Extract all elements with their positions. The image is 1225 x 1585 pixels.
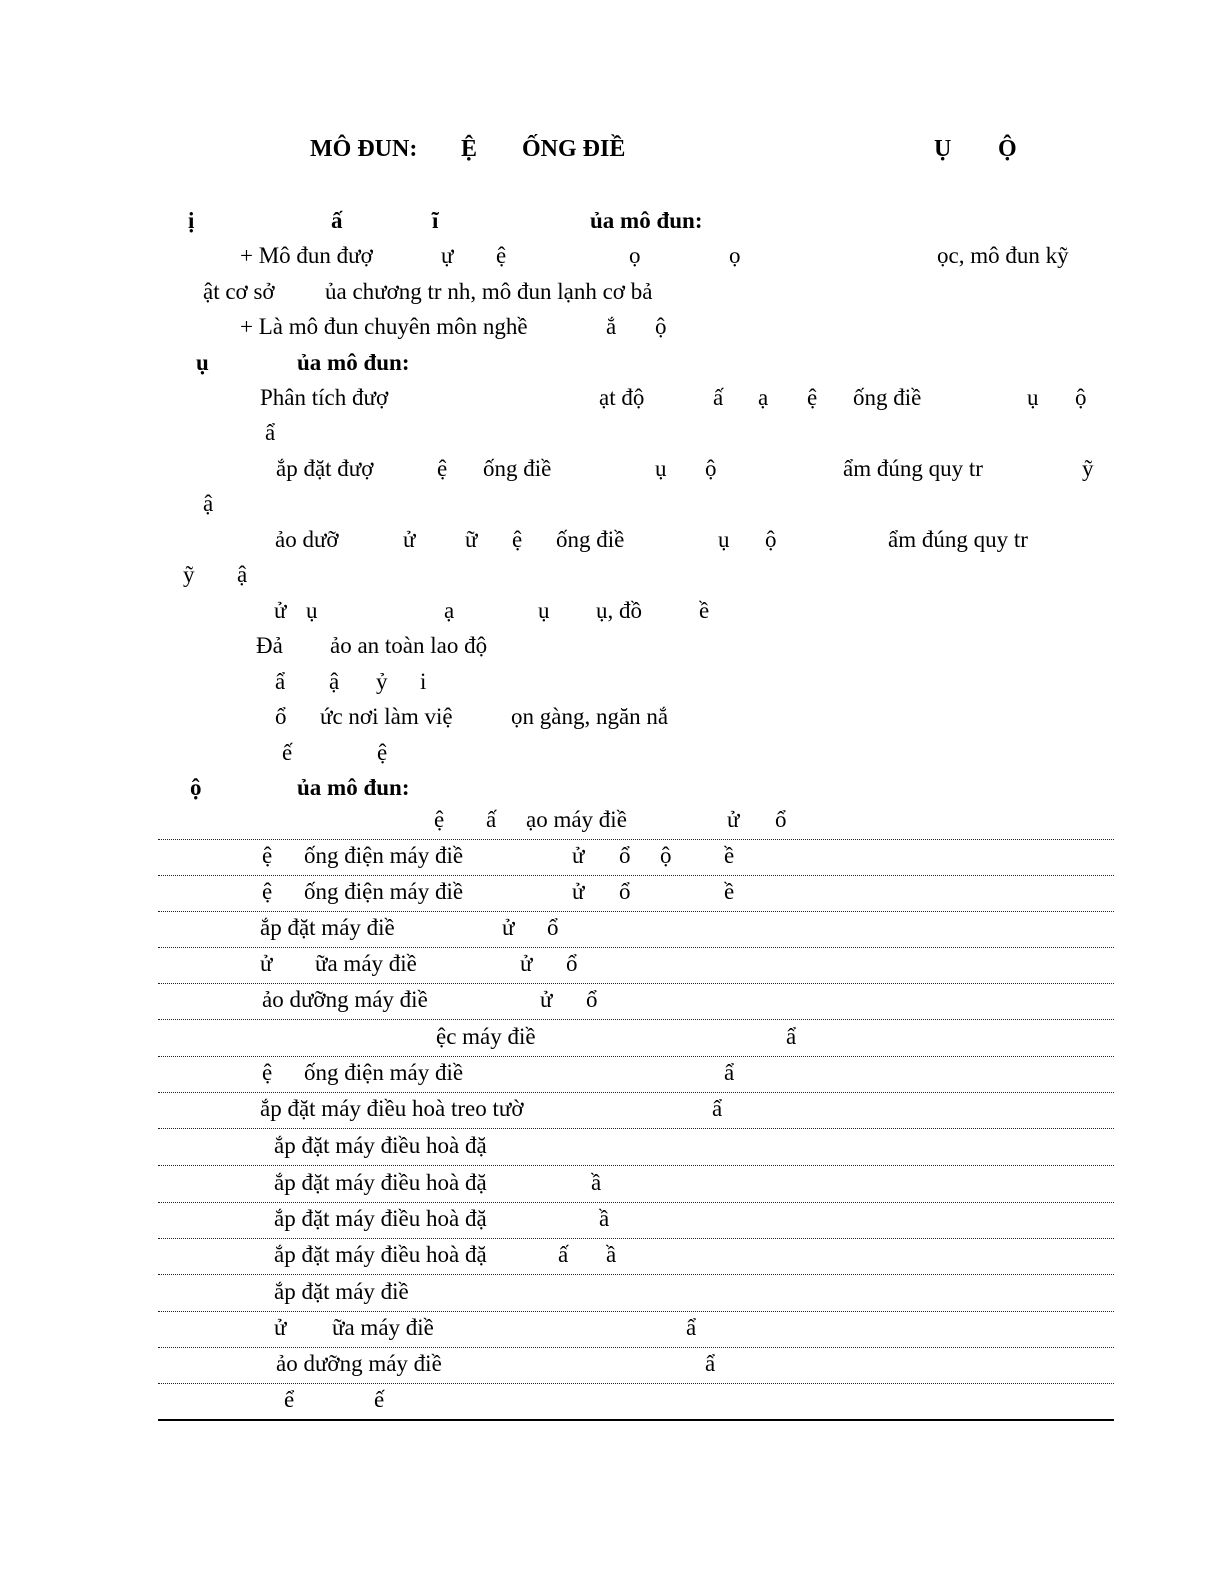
text-fragment: ọ — [629, 243, 641, 268]
row-text: ầ — [606, 1242, 617, 1267]
row-text: ữa máy điề — [315, 951, 417, 976]
row-text: ẩ — [786, 1024, 797, 1049]
table-row — [158, 911, 1114, 948]
row-text: ệ — [434, 807, 445, 832]
row-text: ử — [727, 807, 740, 832]
row-text: ổ — [775, 807, 787, 832]
section-heading: ủa mô đun: — [590, 208, 703, 233]
section-heading: ộ — [190, 775, 202, 800]
text-fragment: ẩm đúng quy tr — [843, 456, 983, 481]
row-text: ử — [502, 915, 515, 940]
row-text: ử — [572, 879, 585, 904]
table-row — [158, 1092, 1114, 1129]
text-fragment: ụ — [655, 456, 667, 481]
row-text: ống điện máy điề — [304, 879, 464, 904]
row-text: ắp đặt máy điều hoà đặ — [274, 1133, 487, 1158]
text-fragment: ụ — [306, 598, 318, 623]
text-fragment: ọn gàng, ngăn nắ — [511, 704, 669, 729]
row-text: ống điện máy điề — [304, 843, 464, 868]
title-part: Ệ — [461, 136, 478, 162]
section-heading: ụ — [196, 350, 209, 375]
text-fragment: Đả — [256, 633, 283, 658]
text-fragment: ỹ — [1082, 456, 1094, 481]
text-fragment: ệ — [437, 456, 448, 481]
table-row — [158, 947, 1114, 984]
text-fragment: ự — [441, 243, 454, 268]
text-fragment: ậ — [329, 669, 340, 694]
text-fragment: ậ — [237, 562, 248, 587]
text-fragment: ề — [699, 598, 710, 623]
row-text: ổ — [619, 879, 631, 904]
row-text: ổ — [566, 951, 578, 976]
text-fragment: ạt độ — [599, 385, 645, 410]
row-text: ề — [724, 843, 735, 868]
table-row — [158, 1202, 1114, 1239]
row-text: ấ — [486, 807, 497, 832]
text-fragment: ống điề — [483, 456, 552, 481]
row-text: ế — [374, 1387, 385, 1412]
table-row — [158, 1311, 1114, 1348]
row-text: ệ — [262, 879, 273, 904]
row-text: ể — [284, 1387, 295, 1412]
text-fragment: ử — [403, 527, 416, 552]
row-text: ầ — [591, 1170, 602, 1195]
row-text: ử — [260, 951, 273, 976]
text-fragment: ộ — [655, 314, 667, 339]
row-text: ắp đặt máy điều hoà đặ — [274, 1242, 487, 1267]
title-part: ỐNG ĐIỀ — [522, 136, 626, 162]
text-fragment: ẩm đúng quy tr — [888, 527, 1028, 552]
row-text: ệ — [262, 843, 273, 868]
text-fragment: ức nơi làm việ — [320, 704, 453, 729]
row-text: ề — [724, 879, 735, 904]
row-text: ắp đặt máy điề — [260, 915, 395, 940]
table-row — [158, 1238, 1114, 1275]
table-row — [158, 1129, 1114, 1166]
title-part: Ộ — [998, 136, 1017, 162]
text-fragment: ậ — [203, 491, 214, 516]
row-text: ử — [572, 843, 585, 868]
text-fragment: ử — [274, 598, 287, 623]
row-text: ắp đặt máy điề — [274, 1279, 409, 1304]
row-text: ảo dưỡng máy điề — [276, 1351, 442, 1376]
text-fragment: ỹ — [183, 562, 195, 587]
text-fragment: ạ — [758, 385, 769, 410]
row-text: ổ — [586, 987, 598, 1012]
text-fragment: ảo an toàn lao độ — [330, 633, 488, 658]
table-row — [158, 839, 1114, 876]
text-fragment: + Là mô đun chuyên môn nghề — [240, 314, 528, 339]
title-part: MÔ ĐUN: — [310, 136, 418, 162]
table-row — [158, 1166, 1114, 1203]
text-fragment: ọ — [729, 243, 741, 268]
section-heading: ấ — [331, 208, 343, 233]
text-fragment: ắ — [606, 314, 617, 339]
row-text: ẩ — [712, 1096, 723, 1121]
row-text: ữa máy điề — [332, 1315, 434, 1340]
text-fragment: ữ — [465, 527, 478, 552]
table-row — [158, 983, 1114, 1020]
text-fragment: ụ — [1027, 385, 1039, 410]
text-fragment: ụ, đồ — [596, 598, 642, 623]
row-text: ổ — [547, 915, 559, 940]
text-fragment: ụ — [718, 527, 730, 552]
section-heading: ĩ — [432, 208, 439, 233]
text-fragment: i — [420, 669, 427, 694]
text-fragment: ổ — [275, 704, 287, 729]
table-row — [158, 1347, 1114, 1384]
text-fragment: ẩ — [265, 420, 276, 445]
table-row — [158, 803, 1114, 840]
row-text: ẩ — [686, 1315, 697, 1340]
text-fragment: ệ — [512, 527, 523, 552]
title-part: Ụ — [934, 136, 952, 162]
text-fragment: ộ — [705, 456, 717, 481]
text-fragment: Phân tích đượ — [260, 385, 389, 410]
row-text: ệ — [262, 1060, 273, 1085]
text-fragment: ắp đặt đượ — [276, 456, 374, 481]
text-fragment: ạ — [444, 598, 455, 623]
text-fragment: ộ — [1075, 385, 1087, 410]
row-text: ắp đặt máy điều hoà đặ — [274, 1206, 487, 1231]
text-fragment: ọc, mô đun kỹ — [937, 243, 1069, 268]
table-row — [158, 1275, 1114, 1312]
text-fragment: ế — [282, 740, 293, 765]
row-text: ắp đặt máy điều hoà treo tườ — [260, 1096, 524, 1121]
row-text: ảo dưỡng máy điề — [262, 987, 428, 1012]
text-fragment: ấ — [713, 385, 724, 410]
text-fragment: ống điề — [853, 385, 922, 410]
row-text: ẩ — [724, 1060, 735, 1085]
row-text: ử — [520, 951, 533, 976]
text-fragment: ệ — [496, 243, 507, 268]
text-fragment: ệ — [807, 385, 818, 410]
row-text: ổ — [619, 843, 631, 868]
table-row — [158, 875, 1114, 912]
text-fragment: ộ — [765, 527, 777, 552]
row-text: ắp đặt máy điều hoà đặ — [274, 1170, 487, 1195]
text-fragment: ảo dưỡ — [275, 527, 339, 552]
text-fragment: ẩ — [275, 669, 286, 694]
row-text: ẩ — [705, 1351, 716, 1376]
text-fragment: ệ — [377, 740, 388, 765]
row-text: ấ — [558, 1242, 569, 1267]
table-row — [158, 1383, 1114, 1421]
row-text: ầ — [599, 1206, 610, 1231]
text-fragment: ủa chương tr nh, mô đun lạnh cơ bả — [325, 279, 653, 304]
row-text: ệc máy điề — [436, 1024, 536, 1049]
text-fragment: ật cơ sở — [203, 279, 275, 304]
text-fragment: ỷ — [376, 669, 388, 694]
text-fragment: + Mô đun đượ — [240, 243, 373, 268]
section-heading: ị — [188, 208, 195, 233]
text-fragment: ụ — [538, 598, 550, 623]
row-text: ống điện máy điề — [304, 1060, 464, 1085]
row-text: ạo máy điề — [526, 807, 627, 832]
section-heading: ủa mô đun: — [297, 350, 410, 375]
text-fragment: ống điề — [556, 527, 625, 552]
row-text: ử — [274, 1315, 287, 1340]
row-text: ử — [540, 987, 553, 1012]
table-row — [158, 1056, 1114, 1093]
section-heading: ủa mô đun: — [297, 775, 410, 800]
row-text: ộ — [660, 843, 672, 868]
table-row — [158, 1020, 1114, 1057]
